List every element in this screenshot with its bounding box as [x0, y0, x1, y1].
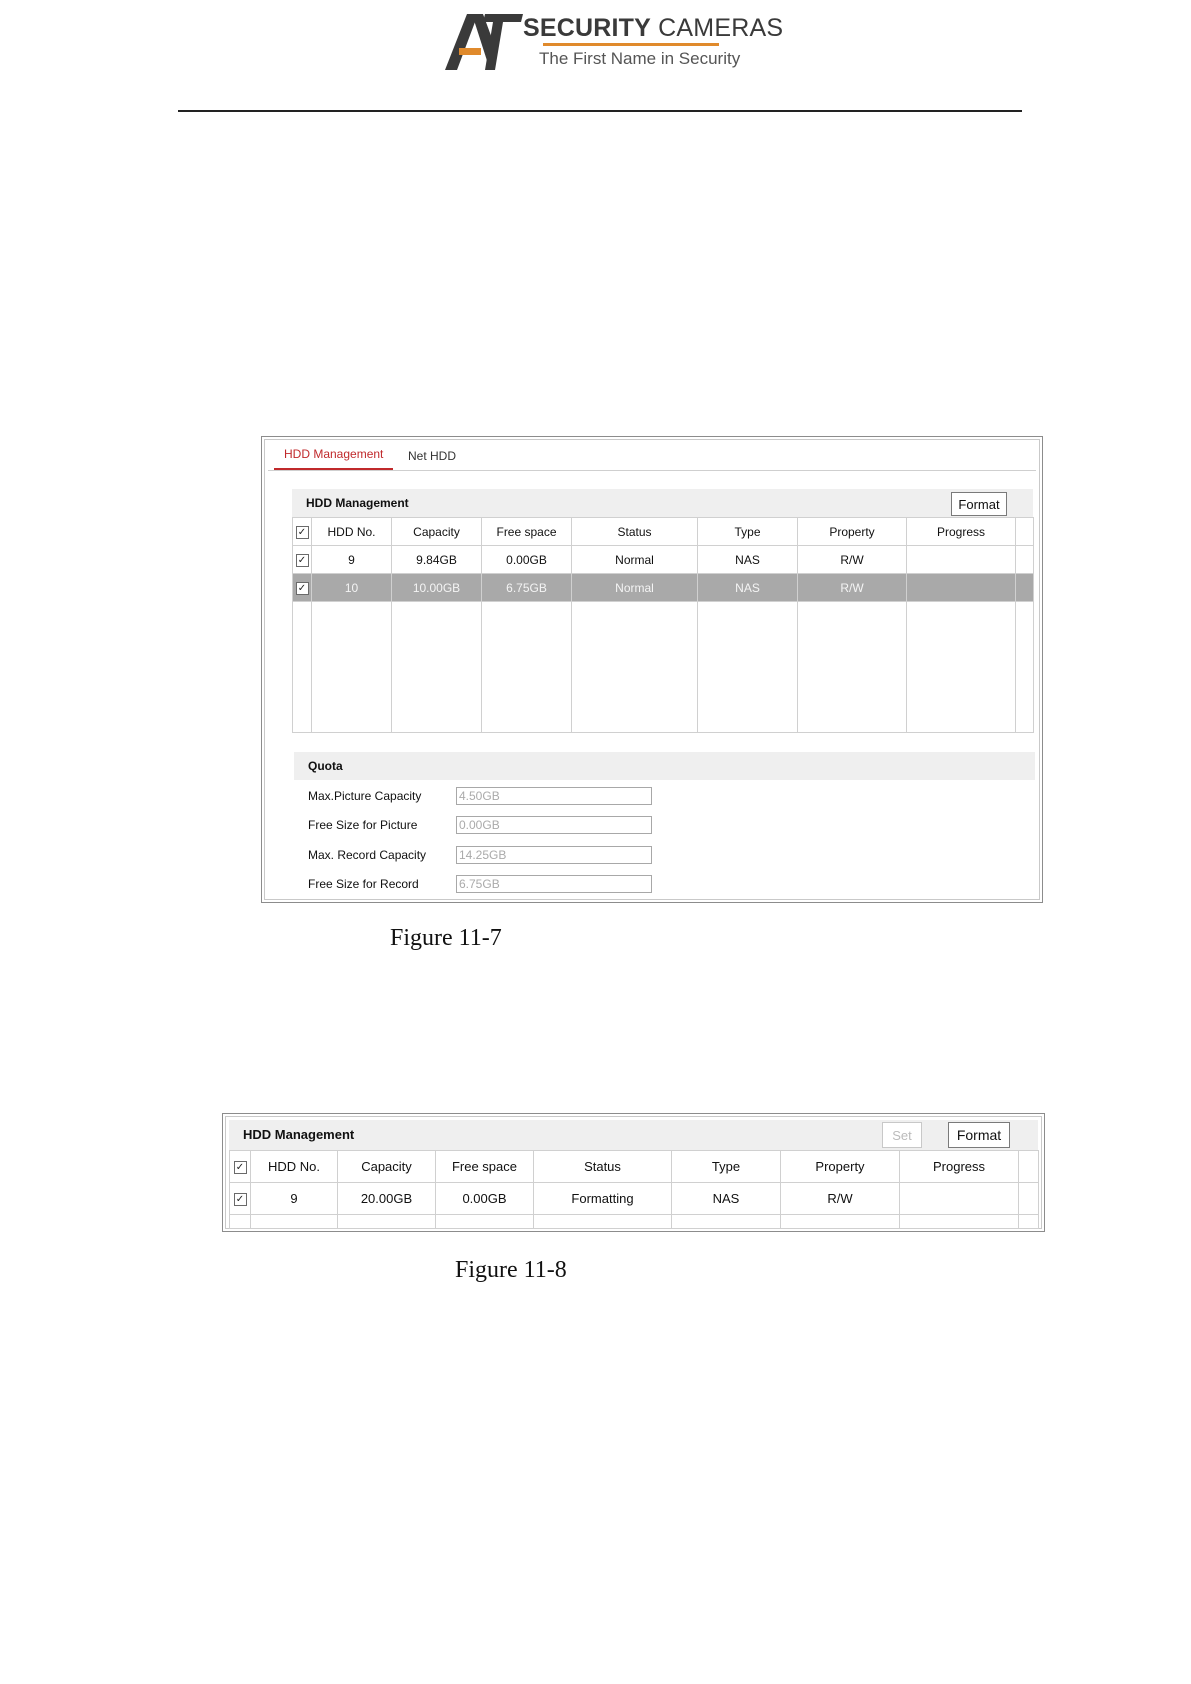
column-header: Status [572, 518, 698, 546]
column-header: Property [781, 1151, 900, 1183]
a1-logo-mark-icon [445, 12, 523, 72]
row-checkbox[interactable]: ✓ [234, 1193, 247, 1206]
capacity-cell: 10.00GB [392, 574, 482, 602]
row-checkbox[interactable]: ✓ [296, 554, 309, 567]
table-row[interactable] [230, 1183, 1039, 1215]
company-logo [445, 12, 784, 74]
type-cell: NAS [672, 1183, 781, 1215]
format-button[interactable]: Format [951, 492, 1007, 516]
hdd-management-panel [261, 436, 1043, 903]
hdd-no-cell: 10 [312, 574, 392, 602]
free-size-picture-input[interactable] [456, 816, 652, 834]
hdd-table [229, 1150, 1039, 1229]
column-header: HDD No. [251, 1151, 338, 1183]
free-space-cell: 6.75GB [482, 574, 572, 602]
column-header: Progress [907, 518, 1016, 546]
max-record-capacity-label: Max. Record Capacity [308, 848, 427, 862]
free-size-picture-label: Free Size for Picture [308, 818, 418, 832]
logo-brand-text: SECURITY CAMERAS [523, 14, 784, 42]
section-title: HDD Management [243, 1127, 355, 1142]
tab-hdd-management[interactable]: HDD Management [274, 447, 393, 470]
type-cell: NAS [698, 574, 798, 602]
free-space-cell: 0.00GB [482, 546, 572, 574]
column-header: Capacity [392, 518, 482, 546]
capacity-cell: 20.00GB [338, 1183, 436, 1215]
property-cell: R/W [781, 1183, 900, 1215]
capacity-cell: 9.84GB [392, 546, 482, 574]
row-checkbox[interactable]: ✓ [296, 582, 309, 595]
table-header-row [230, 1151, 1039, 1183]
column-header: Property [798, 518, 907, 546]
quota-header [294, 752, 1035, 780]
section-header [292, 489, 1033, 517]
table-row-selected[interactable] [293, 574, 1034, 602]
max-record-capacity-input[interactable] [456, 846, 652, 864]
column-header: Free space [436, 1151, 534, 1183]
column-header: Type [672, 1151, 781, 1183]
quota-title: Quota [308, 759, 343, 773]
free-size-record-label: Free Size for Record [308, 877, 419, 891]
tab-bar [268, 443, 1036, 471]
set-button[interactable]: Set [882, 1122, 922, 1148]
logo-tagline: The First Name in Security [539, 49, 741, 68]
progress-cell [907, 546, 1016, 574]
hdd-table [292, 517, 1034, 733]
column-header: Type [698, 518, 798, 546]
header-divider [178, 110, 1022, 112]
table-header-row [293, 518, 1034, 546]
table-empty-area [293, 602, 1034, 733]
property-cell: R/W [798, 546, 907, 574]
progress-cell [907, 574, 1016, 602]
max-picture-capacity-input[interactable] [456, 787, 652, 805]
status-cell: Normal [572, 574, 698, 602]
max-picture-capacity-label: Max.Picture Capacity [308, 789, 422, 803]
property-cell: R/W [798, 574, 907, 602]
tab-net-hdd[interactable]: Net HDD [408, 449, 457, 463]
column-header: Progress [900, 1151, 1019, 1183]
free-size-record-input[interactable] [456, 875, 652, 893]
logo-underline [543, 43, 719, 46]
column-header: Status [534, 1151, 672, 1183]
status-cell: Formatting [534, 1183, 672, 1215]
progress-cell [900, 1183, 1019, 1215]
figure-caption: Figure 11-7 [390, 925, 502, 951]
select-all-checkbox[interactable]: ✓ [296, 526, 309, 539]
type-cell: NAS [698, 546, 798, 574]
column-header: HDD No. [312, 518, 392, 546]
hdd-management-formatting-panel [222, 1113, 1045, 1232]
table-row[interactable] [293, 546, 1034, 574]
select-all-checkbox[interactable]: ✓ [234, 1161, 247, 1174]
hdd-no-cell: 9 [312, 546, 392, 574]
figure-caption: Figure 11-8 [455, 1257, 567, 1283]
hdd-no-cell: 9 [251, 1183, 338, 1215]
status-cell: Normal [572, 546, 698, 574]
column-header: Free space [482, 518, 572, 546]
column-header: Capacity [338, 1151, 436, 1183]
table-empty-area [230, 1215, 1039, 1229]
section-title: HDD Management [306, 496, 409, 510]
free-space-cell: 0.00GB [436, 1183, 534, 1215]
format-button[interactable]: Format [948, 1122, 1010, 1148]
